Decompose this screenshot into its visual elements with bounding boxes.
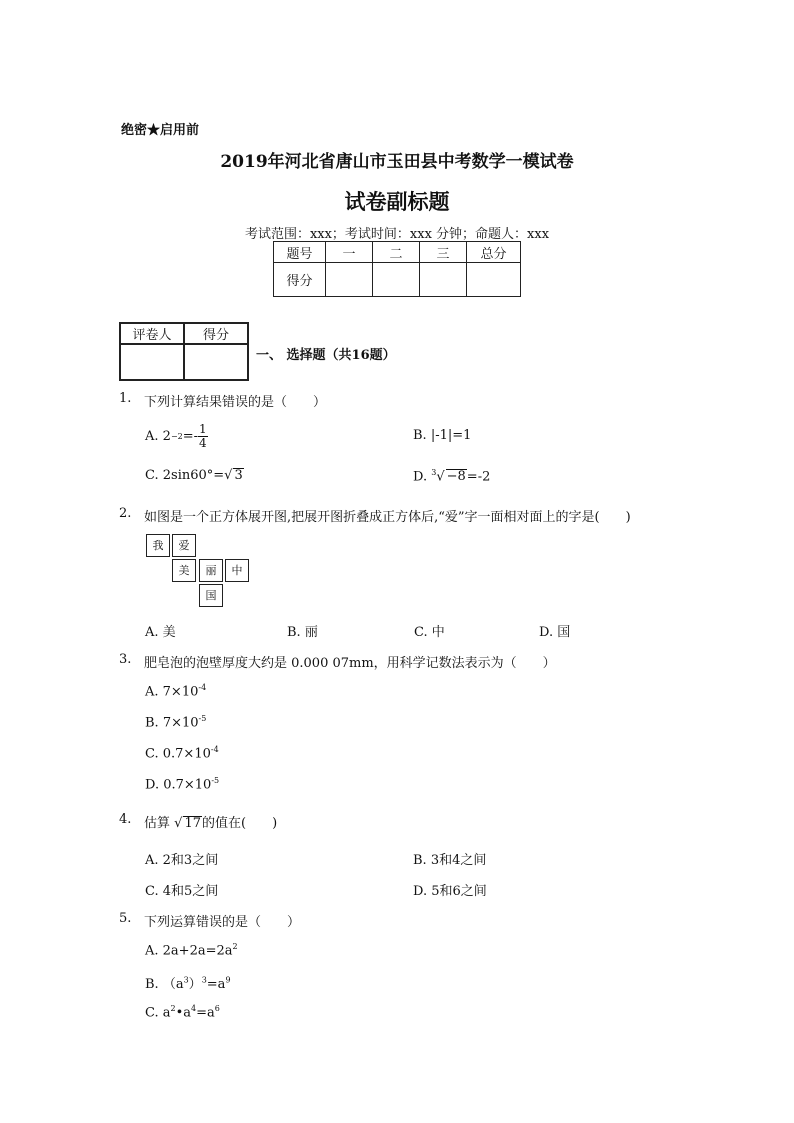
option-d[interactable]: D. 国 — [539, 625, 571, 640]
question-text: 下列计算结果错误的是（ ） — [144, 395, 327, 410]
option-c[interactable] — [145, 468, 244, 483]
expr-equals: =- — [182, 428, 199, 444]
score-header-cell: 题号 — [274, 242, 326, 263]
question-number: 1. — [119, 391, 132, 406]
expr-exponent: 6 — [214, 1004, 220, 1013]
question-number: 3. — [119, 652, 132, 667]
fraction-numerator: 1 — [199, 421, 207, 436]
expr-exponent: −2 — [170, 431, 183, 441]
option-label: A. — [145, 428, 159, 444]
radicand: 3 — [234, 468, 243, 483]
option-text: •a — [175, 1005, 192, 1021]
confidential-mark: 绝密★启用前 — [121, 123, 200, 138]
net-face: 美 — [172, 559, 196, 582]
question-text: 肥皂泡的泡壁厚度大约是 0.000 07mm，用科学记数法表示为（ ） — [144, 656, 556, 671]
option-text: =a — [206, 977, 226, 992]
expr-exponent: 3 — [201, 975, 207, 985]
expr-base: 2 — [162, 428, 171, 444]
expr-exponent: -4 — [198, 683, 207, 692]
expr-exponent: 2 — [232, 942, 238, 951]
net-face: 丽 — [199, 559, 223, 582]
option-text: B. （a — [145, 977, 184, 992]
question-text: 下列运算错误的是（ ） — [144, 915, 301, 930]
score-header-cell: 二 — [373, 242, 420, 263]
exam-title: 2019年河北省唐山市玉田县中考数学一模试卷 — [220, 152, 574, 172]
option-a[interactable] — [145, 418, 208, 454]
exam-info: 考试范围：xxx；考试时间：xxx 分钟；命题人：xxx — [244, 227, 550, 242]
expr-exponent: -5 — [211, 776, 220, 785]
radical-sign: √ — [436, 469, 445, 485]
option-text: A. 7×10 — [145, 684, 199, 700]
option-text: D. 0.7×10 — [145, 777, 212, 793]
radical-sign: √ — [174, 816, 183, 831]
score-table — [273, 241, 521, 297]
option-d[interactable] — [145, 776, 219, 792]
grader-header-cell: 得分 — [184, 323, 248, 344]
expr-exponent: 9 — [225, 975, 231, 985]
option-text: A. 2a+2a=2a — [145, 943, 233, 959]
question-number: 4. — [119, 812, 132, 827]
net-face: 爱 — [172, 534, 196, 557]
radical-sign: √ — [224, 468, 233, 483]
expr-exponent: -5 — [198, 714, 207, 723]
question-text: 如图是一个正方体展开图,把展开图折叠成正方体后,“爱”字一面相对面上的字是( ) — [144, 510, 631, 525]
option-label: D. — [413, 469, 428, 485]
expr-exponent: 2 — [170, 1004, 176, 1013]
fraction-denominator: 4 — [199, 435, 207, 450]
grader-table — [119, 322, 249, 381]
option-d[interactable]: D. 5和6之间 — [413, 884, 487, 899]
option-a[interactable] — [145, 683, 206, 699]
radicand: −8 — [446, 469, 466, 485]
radicand: 17 — [184, 816, 201, 831]
score-row-label: 得分 — [274, 263, 326, 297]
option-a[interactable] — [145, 942, 238, 958]
option-a[interactable]: A. 2和3之间 — [145, 853, 219, 868]
score-header-cell: 总分 — [467, 242, 521, 263]
option-b[interactable]: B. |-1|=1 — [413, 428, 472, 443]
expr-exponent: -4 — [210, 745, 219, 754]
option-text: B. 7×10 — [145, 715, 199, 731]
grader-header-cell: 评卷人 — [120, 323, 184, 344]
option-b[interactable] — [145, 973, 231, 992]
grader-cell[interactable] — [184, 344, 248, 380]
option-a[interactable]: A. 美 — [145, 625, 176, 640]
grader-cell[interactable] — [120, 344, 184, 380]
fraction — [198, 423, 208, 450]
score-cell[interactable] — [420, 263, 467, 297]
expr-exponent: 3 — [183, 975, 189, 985]
expr-exponent: 4 — [191, 1004, 197, 1013]
option-text: C. 0.7×10 — [145, 746, 211, 762]
option-c-text: C. 2sin60°= — [145, 468, 225, 483]
option-c[interactable] — [145, 1004, 220, 1020]
option-c[interactable]: C. 4和5之间 — [145, 884, 219, 899]
question-number: 5. — [119, 911, 132, 926]
question-text — [144, 812, 277, 831]
question-text-post: 的值在( ) — [202, 816, 278, 831]
option-b[interactable]: B. 丽 — [287, 625, 318, 640]
section-heading: 一、 选择题（共16题） — [256, 348, 396, 363]
question-number: 2. — [119, 506, 132, 521]
option-c[interactable] — [145, 745, 219, 761]
root-index: 3 — [431, 468, 437, 477]
score-header-cell: 三 — [420, 242, 467, 263]
score-header-cell: 一 — [326, 242, 373, 263]
option-d[interactable] — [413, 468, 490, 484]
score-cell[interactable] — [373, 263, 420, 297]
option-text: =a — [196, 1005, 215, 1021]
net-face: 中 — [225, 559, 249, 582]
net-face: 我 — [146, 534, 170, 557]
option-text: C. a — [145, 1005, 171, 1021]
option-b[interactable] — [145, 714, 206, 730]
score-cell[interactable] — [467, 263, 521, 297]
option-c[interactable]: C. 中 — [414, 625, 445, 640]
net-face: 国 — [199, 584, 223, 607]
question-text-pre: 估算 — [144, 816, 171, 831]
option-text: ） — [188, 977, 202, 992]
expr-result: =-2 — [466, 469, 491, 485]
score-cell[interactable] — [326, 263, 373, 297]
exam-subtitle: 试卷副标题 — [344, 189, 450, 214]
option-b[interactable]: B. 3和4之间 — [413, 853, 487, 868]
